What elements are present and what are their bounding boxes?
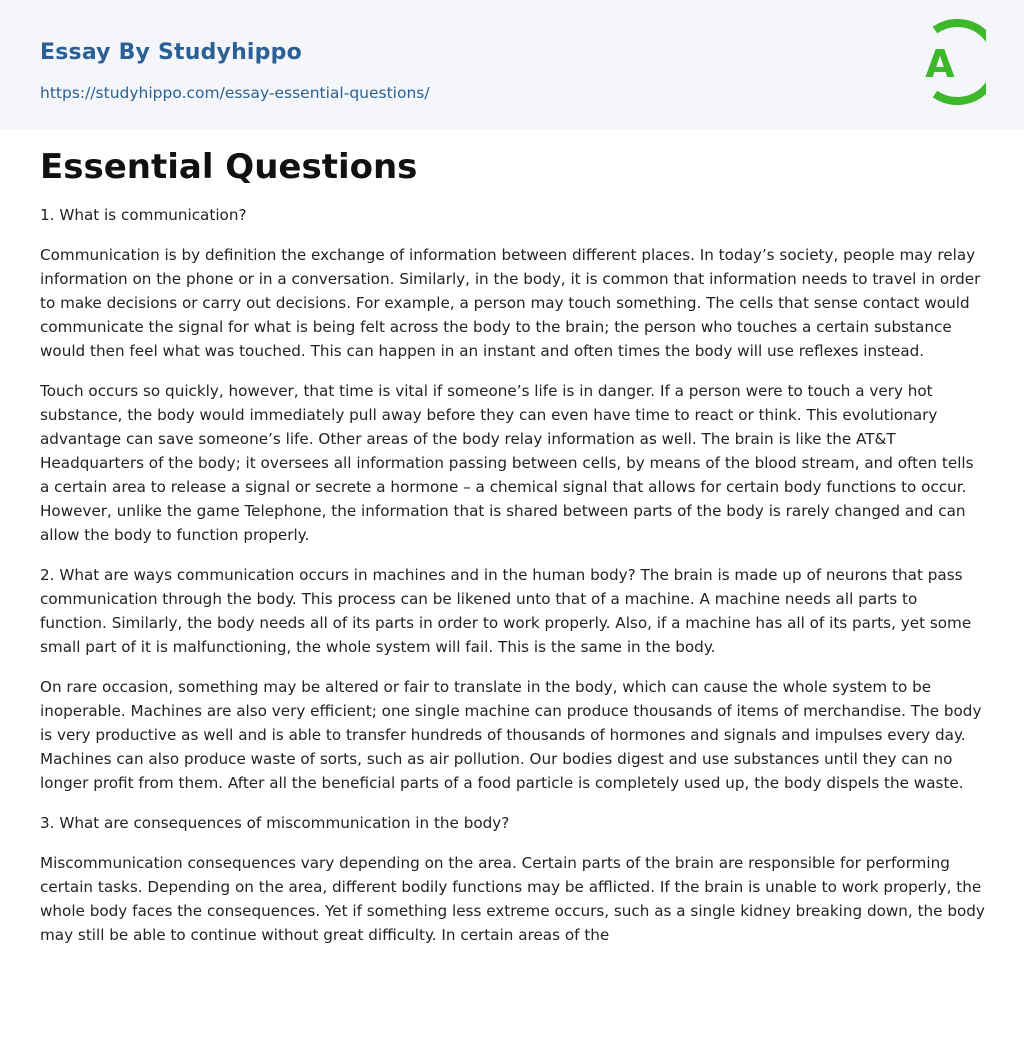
paragraph: Touch occurs so quickly, however, that time is vital if someone’s life is in danger. If a person were to touch a very hot substance, the body would immediately pull away before they can even have time to react or think. This evolutionary advantage can save someone’s life. Other areas of the body relay information as well. The brain is like the AT&T Headquarters of the body; it oversees all information passing between cells, by means of the blood stream, and often tells a certain area to release a signal or secrete a hormone – a chemical signal that allows for certain body functions to occur. However, unlike the game Telephone, the information that is shared between parts of the body is rarely changed and can allow the body to function properly.	[40, 382, 974, 544]
question-3: 3. What are consequences of miscommunication in the body?	[40, 814, 510, 832]
studyhippo-logo-icon[interactable]	[912, 19, 986, 105]
question-2-paragraph: 2. What are ways communication occurs in machines and in the human body? The brain is made up of neurons that pass communication through the body. This process can be likened unto that of a machine. A machine needs all parts to function. Similarly, the body needs all of its parts in order to work properly. Also, if a machine has all of its parts, yet some small part of it is malfunctioning, the whole system will fail. This is the same in the body.	[40, 566, 972, 656]
article-body	[40, 143, 986, 963]
question-1: 1. What is communication?	[40, 206, 247, 224]
paragraph: On rare occasion, something may be altered or fair to translate in the body, which can cause the whole system to be inoperable. Machines are also very efficient; one single machine can produce thousands of items of merchandise. The body is very productive as well and is able to transfer hundreds of thousands of hormones and signals and impulses every day. Machines can also produce waste of sorts, such as air pollution. Our bodies digest and use substances until they can no longer profit from them. After all the beneficial parts of a food particle is completely used up, the body dispels the waste.	[40, 678, 982, 792]
paragraph-truncated: Miscommunication consequences vary depending on the area. Certain parts of the brain are responsible for performing certain tasks. Depending on the area, different bodily functions may be afflicted. If the brain is unable to work properly, the whole body faces the consequences. Yet if something less extreme occurs, such as a single kidney breaking down, the body may still be able to continue without great difficulty. In certain areas of the	[40, 854, 985, 944]
bottom-cutoff	[0, 990, 1024, 1043]
source-url-link[interactable]: https://studyhippo.com/essay-essential-questions/	[40, 84, 430, 102]
paragraph: Communication is by definition the exchange of information between different places. In today’s society, people may relay information on the phone or in a conversation. Similarly, in the body, it is common that information needs to travel in order to make decisions or carry out decisions. For example, a person may touch something. The cells that sense contact would communicate the signal for what is being felt across the body to the brain; the person who touches a certain substance would then feel what was touched. This can happen in an instant and often times the body will use reflexes instead.	[40, 246, 981, 360]
logo-letter: A	[925, 42, 955, 86]
page-header	[0, 0, 1024, 129]
brand-title[interactable]: Essay By Studyhippo	[40, 40, 302, 65]
page-title: Essential Questions	[40, 147, 418, 187]
